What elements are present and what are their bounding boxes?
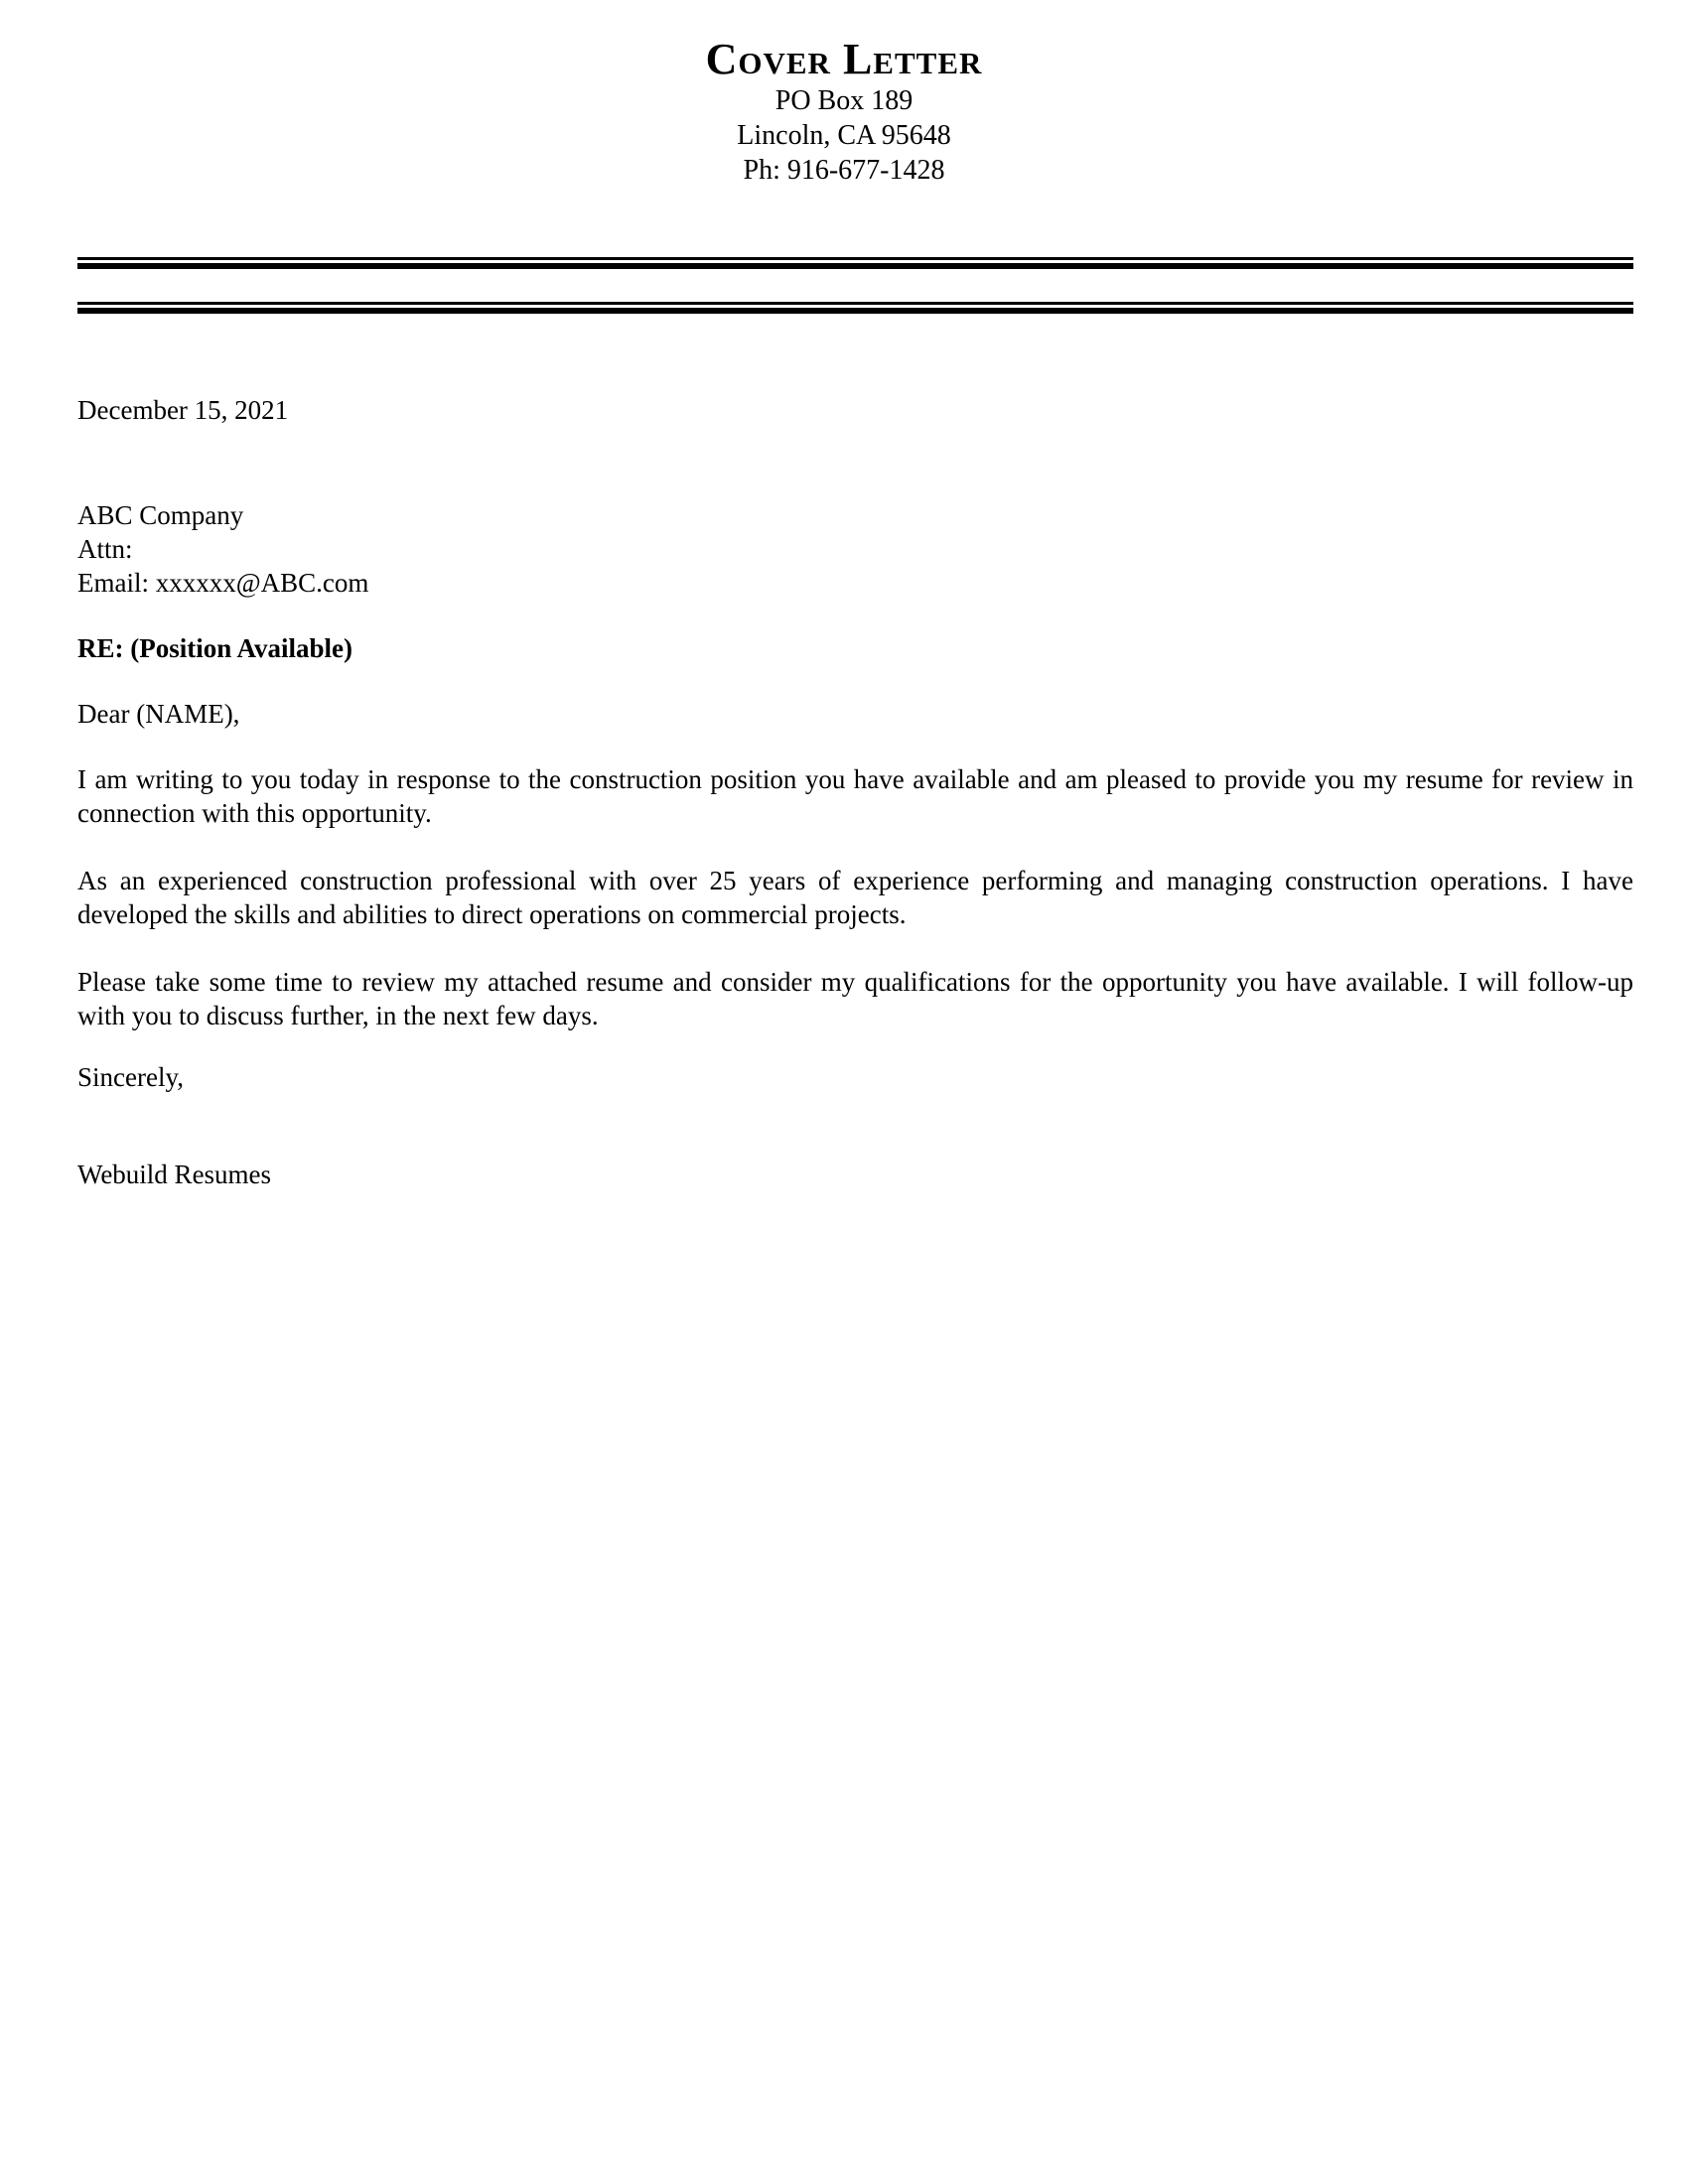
- recipient-company: ABC Company: [77, 500, 244, 530]
- body-paragraph-3: Please take some time to review my attached resume and consider my qualifications for the opportunity you have available. I will follow-up with you to discuss further, in the next few days.: [77, 967, 1633, 1030]
- letterhead-title: Cover Letter: [705, 35, 983, 83]
- divider-rule-bottom: [77, 302, 1633, 314]
- letterhead-address-line1: PO Box 189: [774, 85, 914, 116]
- letterhead-address-line2: Lincoln, CA 95648: [737, 120, 951, 151]
- body-paragraph-2: As an experienced construction professional with over 25 years of experience performing and managing construction operations. I have developed the skills and abilities to direct operations on commercial projects.: [77, 866, 1633, 929]
- signature-name: Webuild Resumes: [77, 1160, 272, 1189]
- letter-body: [77, 393, 1633, 1191]
- letterhead-divider: [77, 257, 1633, 314]
- recipient-attn: Attn:: [77, 534, 133, 564]
- body-paragraph-1: I am writing to you today in response to the construction position you have available and am pleased to provide you my resume for review in connection with this opportunity.: [77, 764, 1633, 828]
- subject-line: RE: (Position Available): [77, 633, 353, 663]
- recipient-block: [77, 498, 1633, 600]
- letter-date: December 15, 2021: [77, 395, 289, 425]
- salutation: Dear (NAME),: [77, 699, 240, 729]
- recipient-email: Email: xxxxxx@ABC.com: [77, 568, 369, 598]
- letterhead-phone: Ph: 916-677-1428: [743, 155, 945, 186]
- divider-rule-top: [77, 257, 1633, 269]
- letterhead: [0, 0, 1688, 188]
- closing: Sincerely,: [77, 1062, 184, 1092]
